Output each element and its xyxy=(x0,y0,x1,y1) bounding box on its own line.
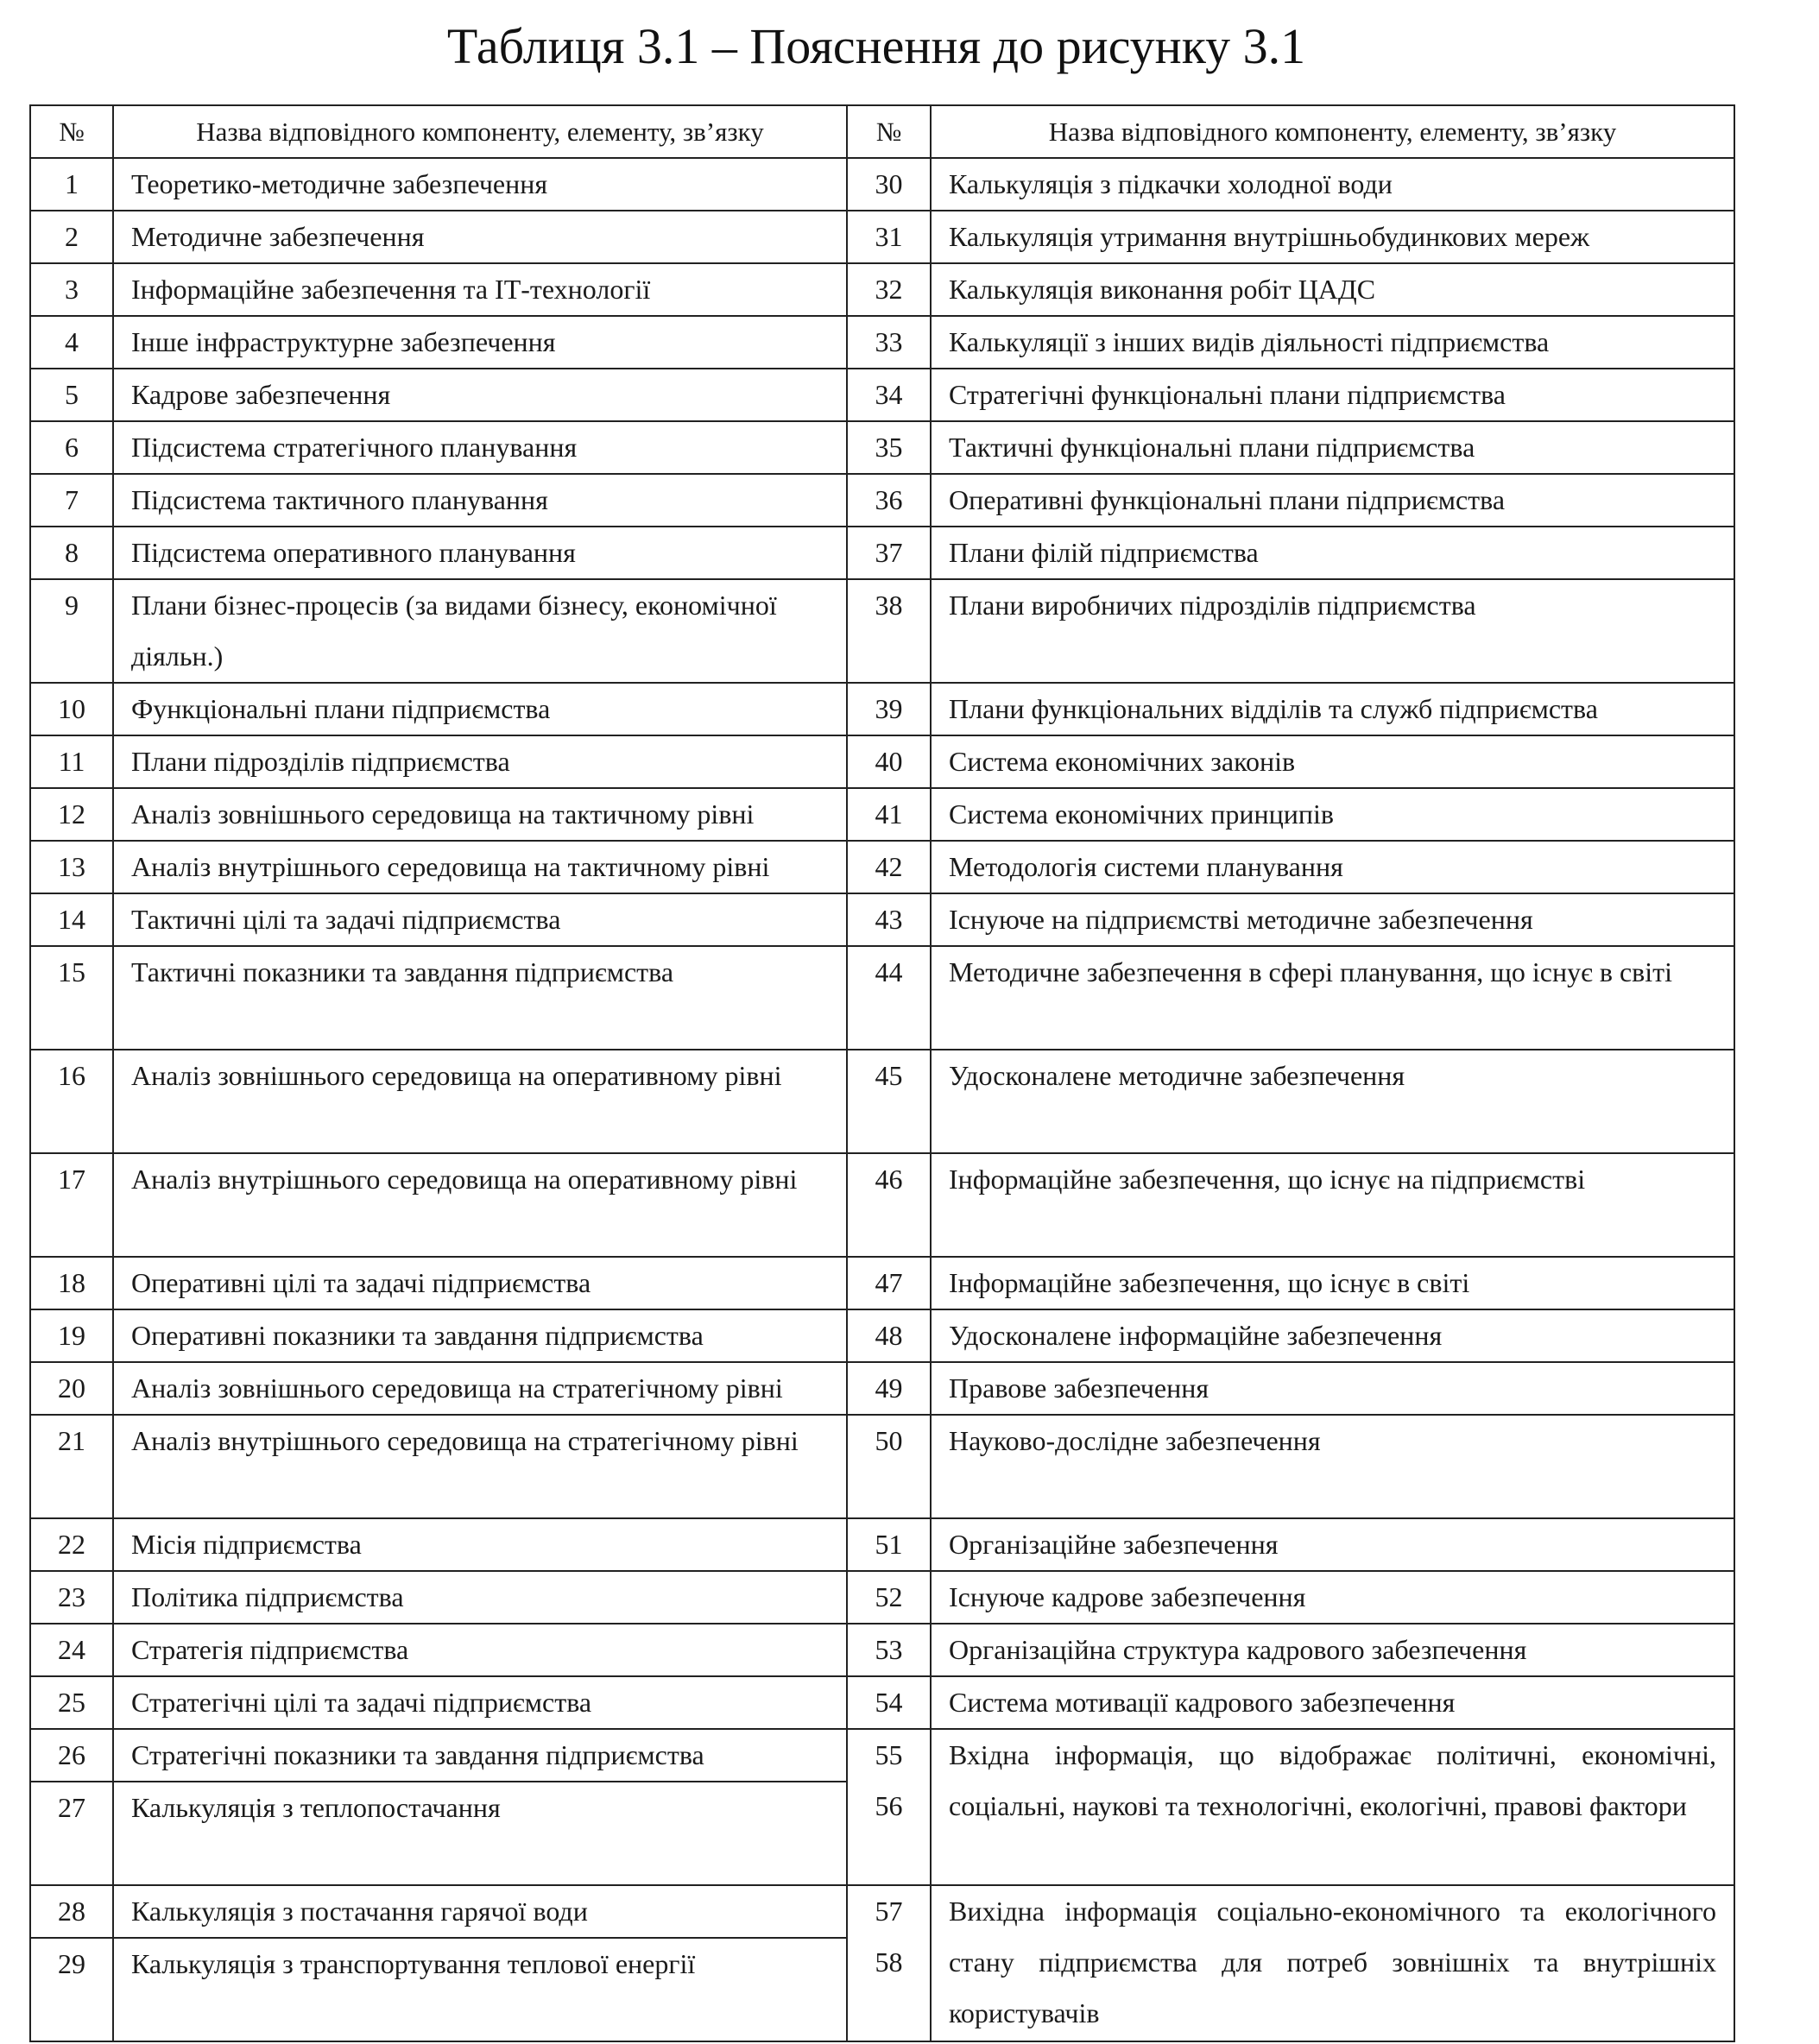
row-name: Тактичні функціональні плани підприємства xyxy=(931,421,1734,474)
row-num: 9 xyxy=(30,579,113,683)
table-row xyxy=(30,211,1734,263)
row-num: 12 xyxy=(30,788,113,841)
row-num: 50 xyxy=(847,1415,931,1518)
row-num: 55 xyxy=(875,1739,903,1770)
row-name: Калькуляція з теплопостачання xyxy=(113,1782,847,1885)
row-name: Оперативні цілі та задачі підприємства xyxy=(113,1257,847,1309)
row-name: Аналіз зовнішнього середовища на стратегічному рівні xyxy=(113,1362,847,1415)
row-num: 30 xyxy=(847,158,931,211)
row-name: Політика підприємства xyxy=(113,1571,847,1624)
row-num: 47 xyxy=(847,1257,931,1309)
row-num: 14 xyxy=(30,893,113,946)
row-name: Плани підрозділів підприємства xyxy=(113,735,847,788)
header-num-right: № xyxy=(847,105,931,158)
row-name: Аналіз внутрішнього середовища на оперативному рівні xyxy=(113,1153,847,1257)
row-name: Методологія системи планування xyxy=(931,841,1734,893)
row-name: Тактичні показники та завдання підприємства xyxy=(113,946,847,1050)
row-num: 42 xyxy=(847,841,931,893)
row-name: Інформаційне забезпечення, що існує на підприємстві xyxy=(931,1153,1734,1257)
row-num: 1 xyxy=(30,158,113,211)
row-num-merged xyxy=(847,1885,931,2041)
row-num: 11 xyxy=(30,735,113,788)
table-row xyxy=(30,683,1734,735)
row-num: 40 xyxy=(847,735,931,788)
row-name: Організаційна структура кадрового забезпечення xyxy=(931,1624,1734,1676)
row-num: 51 xyxy=(847,1518,931,1571)
row-num: 46 xyxy=(847,1153,931,1257)
row-name: Калькуляція з постачання гарячої води xyxy=(113,1885,847,1938)
row-num: 57 xyxy=(875,1896,903,1927)
table-row xyxy=(30,735,1734,788)
row-num: 38 xyxy=(847,579,931,683)
row-num: 5 xyxy=(30,369,113,421)
row-num: 44 xyxy=(847,946,931,1050)
row-name: Плани функціональних відділів та служб підприємства xyxy=(931,683,1734,735)
row-num: 26 xyxy=(30,1729,113,1782)
row-num: 29 xyxy=(30,1938,113,2041)
row-num: 43 xyxy=(847,893,931,946)
table-row xyxy=(30,1885,1734,1938)
row-name: Плани філій підприємства xyxy=(931,527,1734,579)
table-row xyxy=(30,527,1734,579)
row-name: Система економічних законів xyxy=(931,735,1734,788)
table-row xyxy=(30,1362,1734,1415)
row-num: 17 xyxy=(30,1153,113,1257)
row-name: Калькуляція виконання робіт ЦАДС xyxy=(931,263,1734,316)
row-name: Вхідна інформація, що відображає політичні, економічні, соціальні, наукові та технологічні, екологічні, правові фактори xyxy=(931,1729,1734,1885)
row-name: Калькуляція з транспортування теплової енергії xyxy=(113,1938,847,2041)
row-name: Стратегія підприємства xyxy=(113,1624,847,1676)
row-num: 23 xyxy=(30,1571,113,1624)
row-num: 39 xyxy=(847,683,931,735)
row-num: 58 xyxy=(875,1946,903,1978)
table-row xyxy=(30,1571,1734,1624)
table-row xyxy=(30,1309,1734,1362)
row-name: Місія підприємства xyxy=(113,1518,847,1571)
table-row xyxy=(30,893,1734,946)
row-name: Плани виробничих підрозділів підприємства xyxy=(931,579,1734,683)
table-row xyxy=(30,579,1734,683)
header-name-left: Назва відповідного компоненту, елементу, зв’язку xyxy=(113,105,847,158)
row-name: Аналіз зовнішнього середовища на оперативному рівні xyxy=(113,1050,847,1153)
row-num: 45 xyxy=(847,1050,931,1153)
row-name: Плани бізнес-процесів (за видами бізнесу, економічної діяльн.) xyxy=(113,579,847,683)
row-name: Тактичні цілі та задачі підприємства xyxy=(113,893,847,946)
table-row xyxy=(30,316,1734,369)
row-name: Стратегічні функціональні плани підприємства xyxy=(931,369,1734,421)
row-num: 37 xyxy=(847,527,931,579)
row-num: 6 xyxy=(30,421,113,474)
row-num: 41 xyxy=(847,788,931,841)
row-num: 34 xyxy=(847,369,931,421)
row-num: 20 xyxy=(30,1362,113,1415)
row-num: 48 xyxy=(847,1309,931,1362)
row-num: 56 xyxy=(875,1790,903,1821)
table-row xyxy=(30,474,1734,527)
row-name: Методичне забезпечення xyxy=(113,211,847,263)
row-num: 27 xyxy=(30,1782,113,1885)
row-name: Інше інфраструктурне забезпечення xyxy=(113,316,847,369)
row-name: Стратегічні цілі та задачі підприємства xyxy=(113,1676,847,1729)
table-row xyxy=(30,1624,1734,1676)
row-num: 24 xyxy=(30,1624,113,1676)
row-name: Аналіз внутрішнього середовища на стратегічному рівні xyxy=(113,1415,847,1518)
row-num: 2 xyxy=(30,211,113,263)
table-header-row xyxy=(30,105,1734,158)
row-name: Система економічних принципів xyxy=(931,788,1734,841)
table-row xyxy=(30,1153,1734,1257)
row-num: 7 xyxy=(30,474,113,527)
row-name: Калькуляції з інших видів діяльності підприємства xyxy=(931,316,1734,369)
row-num: 3 xyxy=(30,263,113,316)
table-row xyxy=(30,1518,1734,1571)
row-num: 49 xyxy=(847,1362,931,1415)
row-name: Аналіз внутрішнього середовища на тактичному рівні xyxy=(113,841,847,893)
row-num: 15 xyxy=(30,946,113,1050)
row-num: 18 xyxy=(30,1257,113,1309)
row-num: 33 xyxy=(847,316,931,369)
row-name: Удосконалене методичне забезпечення xyxy=(931,1050,1734,1153)
row-name: Аналіз зовнішнього середовища на тактичному рівні xyxy=(113,788,847,841)
row-num-merged xyxy=(847,1729,931,1885)
row-name: Методичне забезпечення в сфері планування, що існує в світі xyxy=(931,946,1734,1050)
row-num: 21 xyxy=(30,1415,113,1518)
table-row xyxy=(30,369,1734,421)
row-num: 13 xyxy=(30,841,113,893)
header-name-right: Назва відповідного компоненту, елементу, зв’язку xyxy=(931,105,1734,158)
table-row xyxy=(30,421,1734,474)
row-name: Інформаційне забезпечення, що існує в світі xyxy=(931,1257,1734,1309)
row-name: Інформаційне забезпечення та ІТ-технології xyxy=(113,263,847,316)
table-row xyxy=(30,841,1734,893)
row-name: Калькуляція з підкачки холодної води xyxy=(931,158,1734,211)
table-row xyxy=(30,946,1734,1050)
header-num-left: № xyxy=(30,105,113,158)
table-row xyxy=(30,1415,1734,1518)
row-num: 28 xyxy=(30,1885,113,1938)
row-num: 52 xyxy=(847,1571,931,1624)
row-num: 19 xyxy=(30,1309,113,1362)
row-num: 8 xyxy=(30,527,113,579)
table-row xyxy=(30,788,1734,841)
table-row xyxy=(30,158,1734,211)
row-name: Правове забезпечення xyxy=(931,1362,1734,1415)
row-name: Існуюче кадрове забезпечення xyxy=(931,1571,1734,1624)
row-name: Функціональні плани підприємства xyxy=(113,683,847,735)
row-num: 16 xyxy=(30,1050,113,1153)
row-name: Підсистема оперативного планування xyxy=(113,527,847,579)
explanation-table xyxy=(29,104,1735,2042)
row-name: Вихідна інформація соціально-економічного та екологічного стану підприємства для потреб зовнішніх та внутрішніх користувачів xyxy=(931,1885,1734,2041)
row-name: Науково-дослідне забезпечення xyxy=(931,1415,1734,1518)
row-num: 53 xyxy=(847,1624,931,1676)
row-num: 22 xyxy=(30,1518,113,1571)
table-row xyxy=(30,1729,1734,1782)
page-title: Таблиця 3.1 – Пояснення до рисунку 3.1 xyxy=(446,18,1306,74)
row-num: 36 xyxy=(847,474,931,527)
row-num: 35 xyxy=(847,421,931,474)
row-num: 4 xyxy=(30,316,113,369)
row-name: Удосконалене інформаційне забезпечення xyxy=(931,1309,1734,1362)
row-name: Оперативні показники та завдання підприємства xyxy=(113,1309,847,1362)
row-name: Калькуляція утримання внутрішньобудинкових мереж xyxy=(931,211,1734,263)
row-name: Організаційне забезпечення xyxy=(931,1518,1734,1571)
row-num: 31 xyxy=(847,211,931,263)
row-name: Підсистема тактичного планування xyxy=(113,474,847,527)
table-row xyxy=(30,1050,1734,1153)
row-name: Стратегічні показники та завдання підприємства xyxy=(113,1729,847,1782)
row-num: 54 xyxy=(847,1676,931,1729)
row-name: Існуюче на підприємстві методичне забезпечення xyxy=(931,893,1734,946)
table-row xyxy=(30,1676,1734,1729)
row-name: Кадрове забезпечення xyxy=(113,369,847,421)
row-num: 25 xyxy=(30,1676,113,1729)
table-row xyxy=(30,1257,1734,1309)
row-num: 32 xyxy=(847,263,931,316)
row-num: 10 xyxy=(30,683,113,735)
row-name: Підсистема стратегічного планування xyxy=(113,421,847,474)
row-name: Теоретико-методичне забезпечення xyxy=(113,158,847,211)
row-name: Оперативні функціональні плани підприємства xyxy=(931,474,1734,527)
row-name: Система мотивації кадрового забезпечення xyxy=(931,1676,1734,1729)
table-row xyxy=(30,263,1734,316)
